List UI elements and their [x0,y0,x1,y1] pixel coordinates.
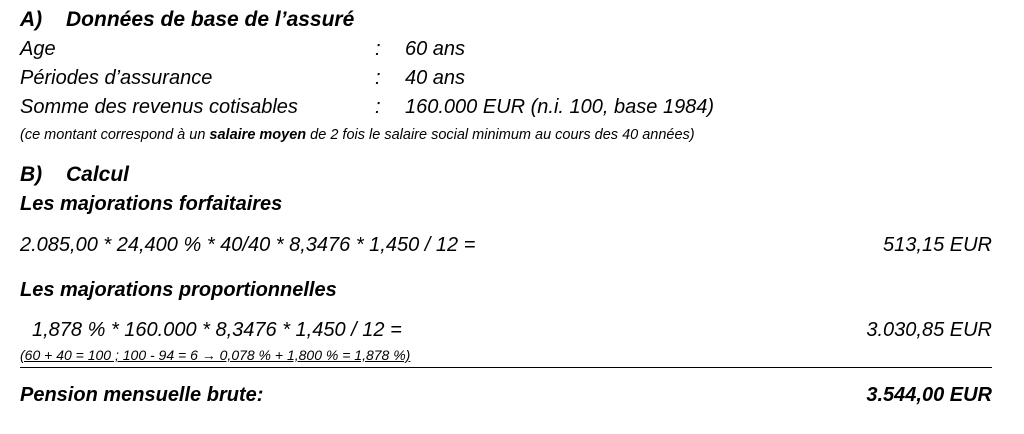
total-divider [20,367,992,368]
row-contributable-income [20,96,714,119]
gross-monthly-pension-label: Pension mensuelle brute: [20,384,264,406]
row-insurance-periods [20,67,465,90]
row-insurance-periods-value: 40 ans [405,67,466,89]
proportional-rate-detail: (60 + 40 = 100 ; 100 - 94 = 6 → 0,078 % + 1,800 % = 1,878 %) [20,347,411,363]
section-a-letter: A) [20,8,43,31]
row-contributable-income-separator: : [375,96,381,118]
flat-rate-amount: 513,15 EUR [883,234,992,256]
average-salary-note [20,127,695,143]
row-contributable-income-value: 160.000 EUR (n.i. 100, base 1984) [405,96,715,118]
row-age-separator: : [375,38,381,60]
gross-monthly-pension-amount: 3.544,00 EUR [866,384,992,406]
row-age [20,38,465,61]
note-text-bold: salaire moyen [209,127,307,143]
proportional-amount: 3.030,85 EUR [866,319,992,341]
document [20,0,996,434]
section-b-letter: B) [20,163,43,186]
note-text-before: (ce montant correspond à un [20,127,210,143]
flat-rate-increases-title: Les majorations forfaitaires [20,193,283,215]
section-a-heading: Données de base de l’assuré [66,8,355,31]
row-age-label: Age [20,38,56,60]
row-age-value: 60 ans [405,38,466,60]
note-text-after: de 2 fois le salaire social minimum au cours des 40 années) [306,127,695,143]
row-insurance-periods-separator: : [375,67,381,89]
section-b-heading: Calcul [66,163,130,186]
row-contributable-income-label: Somme des revenus cotisables [20,96,298,118]
section-a-title [20,8,354,32]
flat-rate-formula: 2.085,00 * 24,400 % * 40/40 * 8,3476 * 1,450 / 12 = [20,234,476,256]
row-insurance-periods-label: Périodes d’assurance [20,67,213,89]
proportional-increases-title: Les majorations proportionnelles [20,279,337,301]
section-b-title [20,163,129,187]
proportional-formula: 1,878 % * 160.000 * 8,3476 * 1,450 / 12 = [32,319,402,341]
